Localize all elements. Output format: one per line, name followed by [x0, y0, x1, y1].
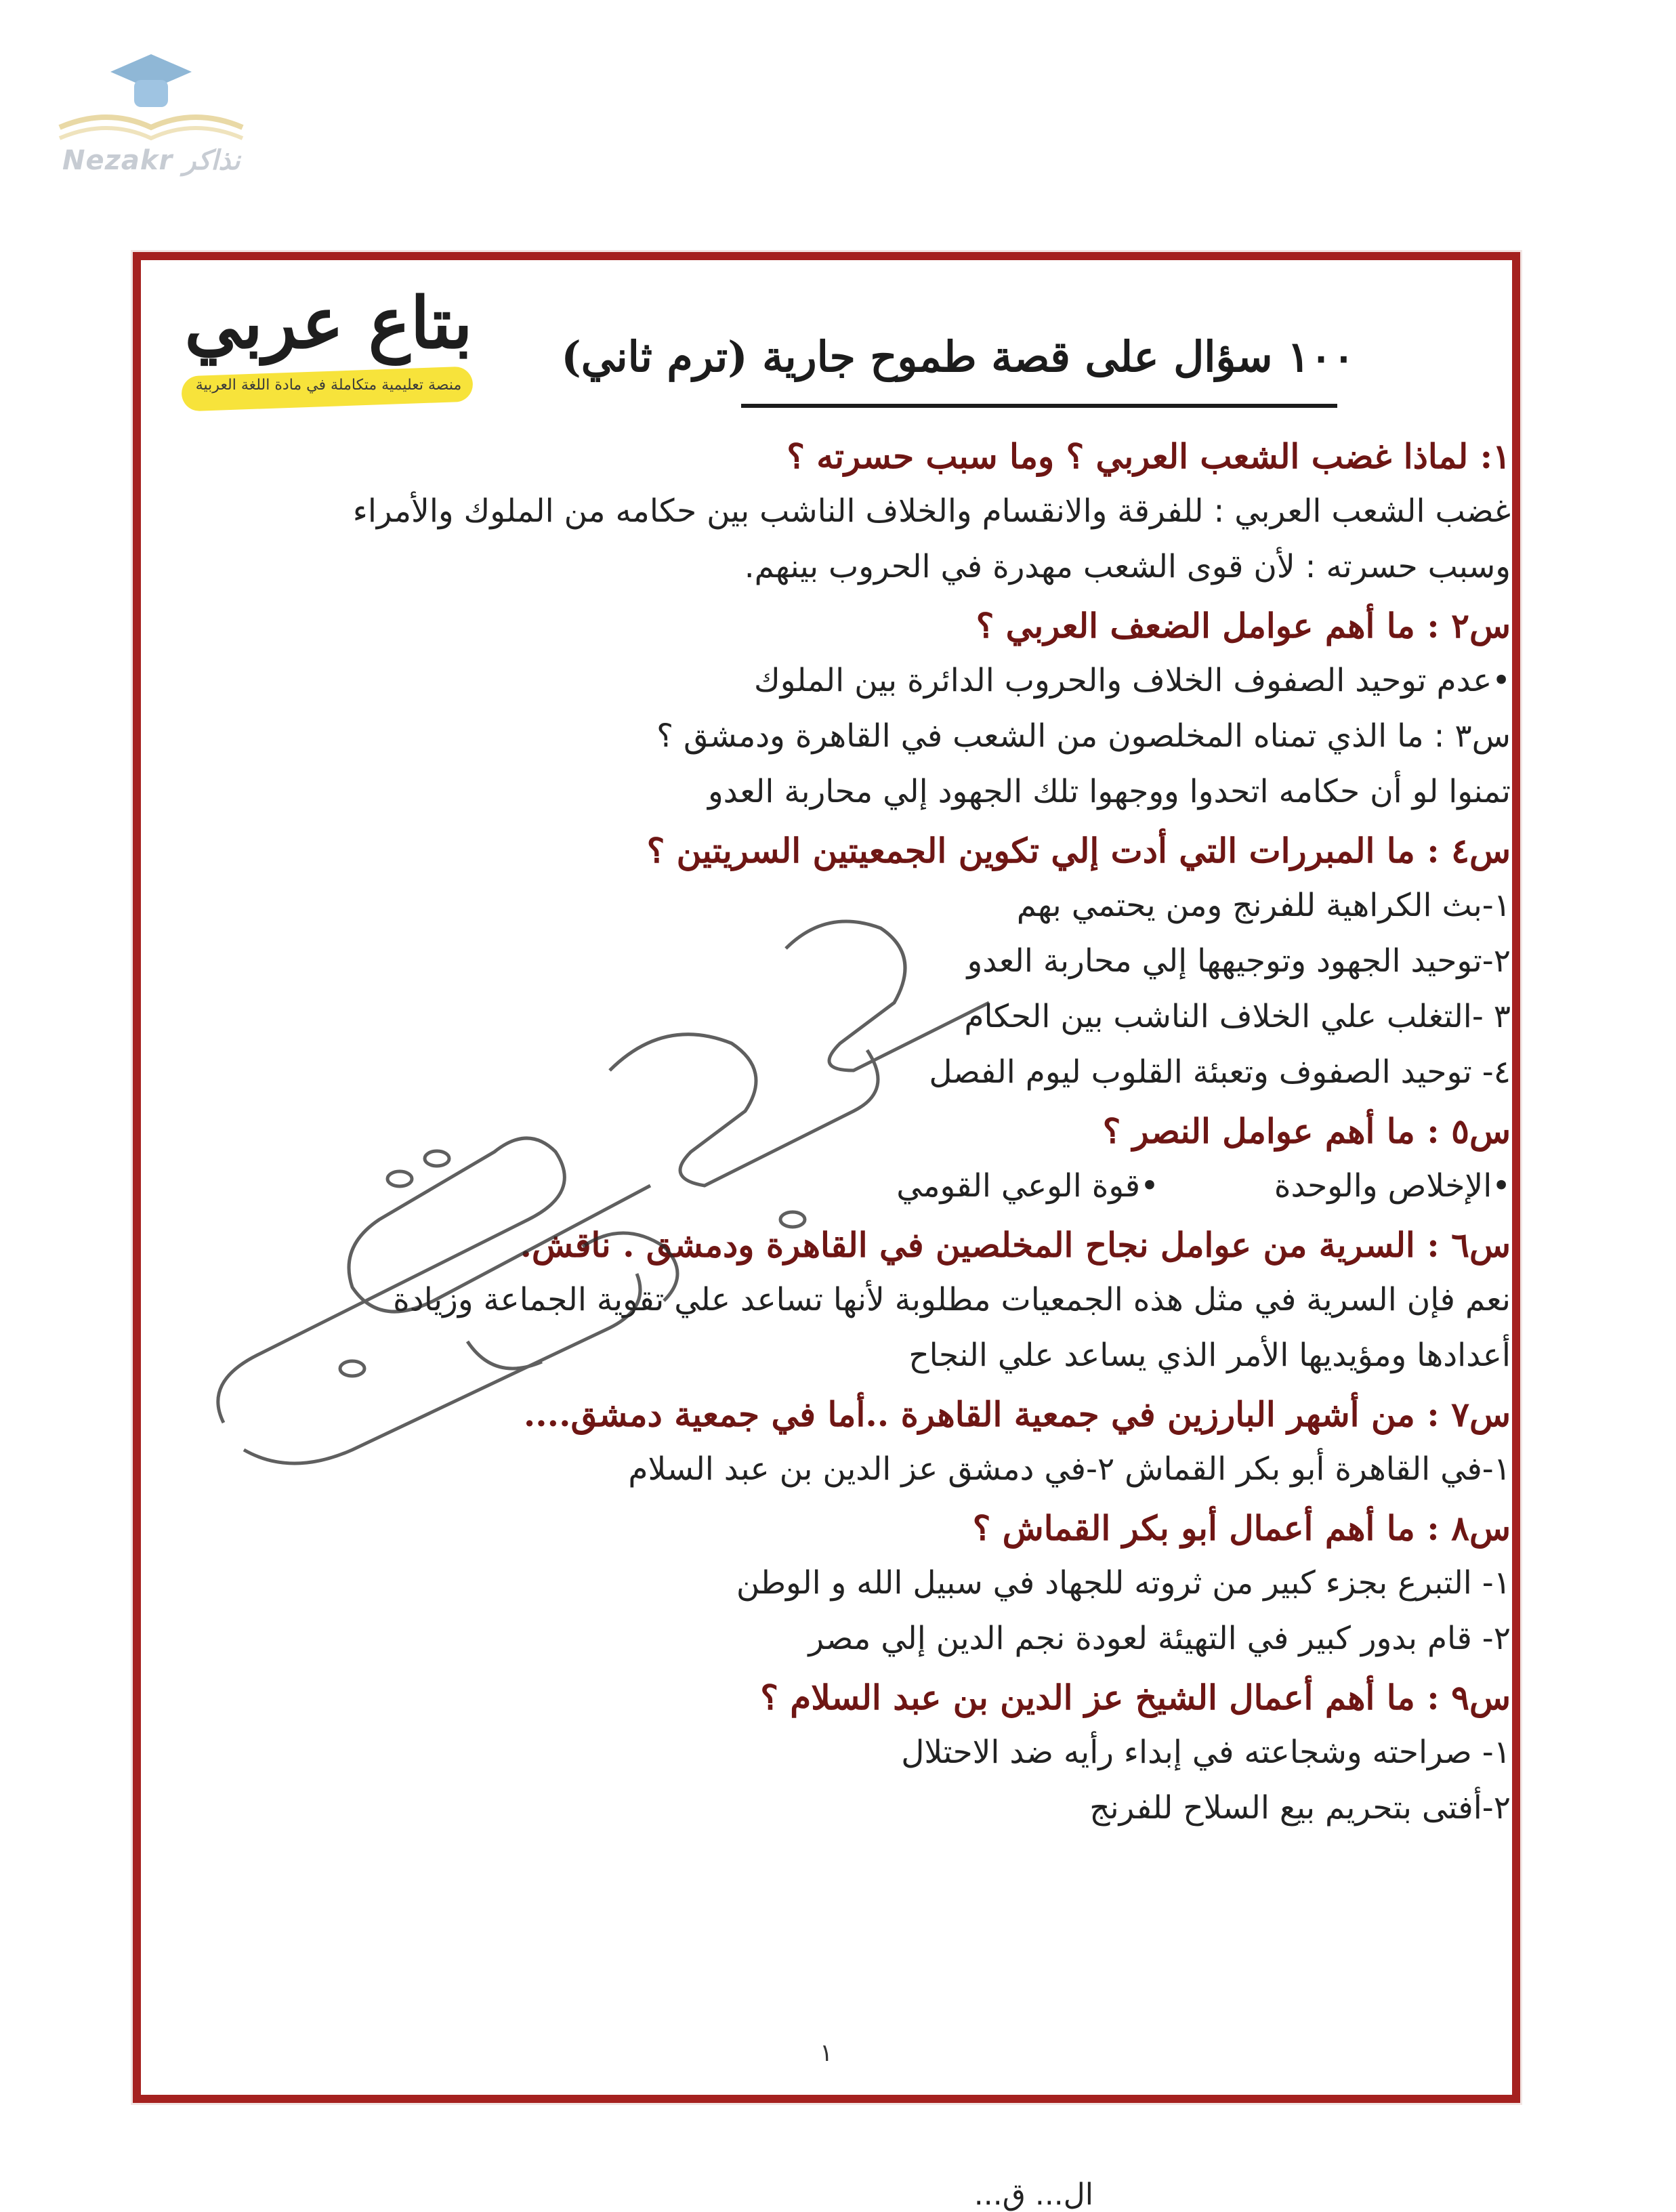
question-heading: س٣ : ما الذي تمناه المخلصون من الشعب في القاهرة ودمشق ؟ [656, 717, 1511, 755]
question-block-7 [237, 1387, 1511, 1497]
answer-line: ٢-أفتى بتحريم بيع السلاح للفرنج [1089, 1789, 1511, 1827]
answer-line: غضب الشعب العربي : للفرقة والانقسام والخلاف الناشب بين حكامه من الملوك والأمراء [352, 493, 1511, 530]
title-underline [741, 404, 1337, 408]
answer-line: ٢-توحيد الجهود وتوجيهها إلي محاربة العدو [967, 942, 1511, 980]
question-block-2 [237, 599, 1511, 709]
brand-title: بتاع عربي [184, 281, 473, 364]
answer-line: ١-بث الكراهية للفرنج ومن يحتمي بهم [1016, 887, 1511, 924]
answer-line [237, 1159, 1511, 1214]
question-heading: س٦ : السرية من عوامل نجاح المخلصين في القاهرة ودمشق . ناقش. [520, 1225, 1511, 1265]
question-heading: ١: لماذا غضب الشعب العربي ؟ وما سبب حسرته ؟ [787, 436, 1511, 476]
question-block-3 [237, 709, 1511, 820]
answer-line: ١-في القاهرة أبو بكر القماش ٢-في دمشق عز الدين بن عبد السلام [628, 1451, 1511, 1488]
question-block-5 [237, 1104, 1511, 1214]
answer-line: ٢- قام بدور كبير في التهيئة لعودة نجم الدين إلي مصر [808, 1620, 1511, 1657]
brand-subtitle: منصة تعليمية متكاملة في مادة اللغة العربية [195, 377, 462, 394]
bullet-item: •قوة الوعي القومي [896, 1167, 1159, 1205]
question-block-4 [237, 824, 1511, 1100]
question-heading: س٨ : ما أهم أعمال أبو بكر القماش ؟ [972, 1508, 1511, 1548]
question-heading: س٩ : ما أهم أعمال الشيخ عز الدين بن عبد السلام ؟ [760, 1677, 1511, 1717]
bottom-cut-text: ال... ق... [973, 2177, 1093, 2212]
answer-line: ٣ -التغلب علي الخلاف الناشب بين الحكام [964, 998, 1511, 1035]
site-logo-text: Nezakr نذاكر [62, 145, 240, 176]
question-heading: س٤ : ما المبررات التي أدت إلي تكوين الجمعيتين السريتين ؟ [646, 831, 1511, 871]
question-block-8 [237, 1501, 1511, 1667]
answer-line: تمنوا لو أن حكامه اتحدوا ووجهوا تلك الجهود إلي محاربة العدو [707, 773, 1511, 810]
answer-line: نعم فإن السرية في مثل هذه الجمعيات مطلوبة لأنها تساعد علي تقوية الجماعة وزيادة [393, 1281, 1511, 1318]
answer-line: ١- التبرع بجزء كبير من ثروته للجهاد في سبيل الله و الوطن [736, 1564, 1511, 1602]
bullet-item: •الإخلاص والوحدة [1274, 1167, 1511, 1205]
questions-list [237, 425, 1511, 1836]
question-heading: س٢ : ما أهم عوامل الضعف العربي ؟ [976, 606, 1511, 646]
answer-line: أعدادها ومؤيديها الأمر الذي يساعد علي النجاح [908, 1337, 1511, 1374]
question-block-9 [237, 1671, 1511, 1836]
answer-line: •عدم توحيد الصفوف الخلاف والحروب الدائرة بين الملوك [754, 662, 1511, 699]
question-heading: س٥ : ما أهم عوامل النصر ؟ [1102, 1111, 1511, 1151]
answer-line: ٤- توحيد الصفوف وتعبئة القلوب ليوم الفصل [929, 1053, 1511, 1091]
answer-line: ١- صراحته وشجاعته في إبداء رأيه ضد الاحتلال [901, 1734, 1511, 1771]
question-block-1 [237, 430, 1511, 595]
question-heading: س٧ : من أشهر البارزين في جمعية القاهرة ..أما في جمعية دمشق.... [523, 1394, 1511, 1434]
question-block-6 [237, 1218, 1511, 1383]
answer-line: وسبب حسرته : لأن قوى الشعب مهدرة في الحروب بينهم. [744, 548, 1511, 585]
page-number: ١ [820, 2039, 833, 2067]
page-title: ١٠٠ سؤال على قصة طموح جارية (ترم ثاني) [561, 332, 1355, 381]
graduate-cap-book-icon [53, 53, 249, 148]
